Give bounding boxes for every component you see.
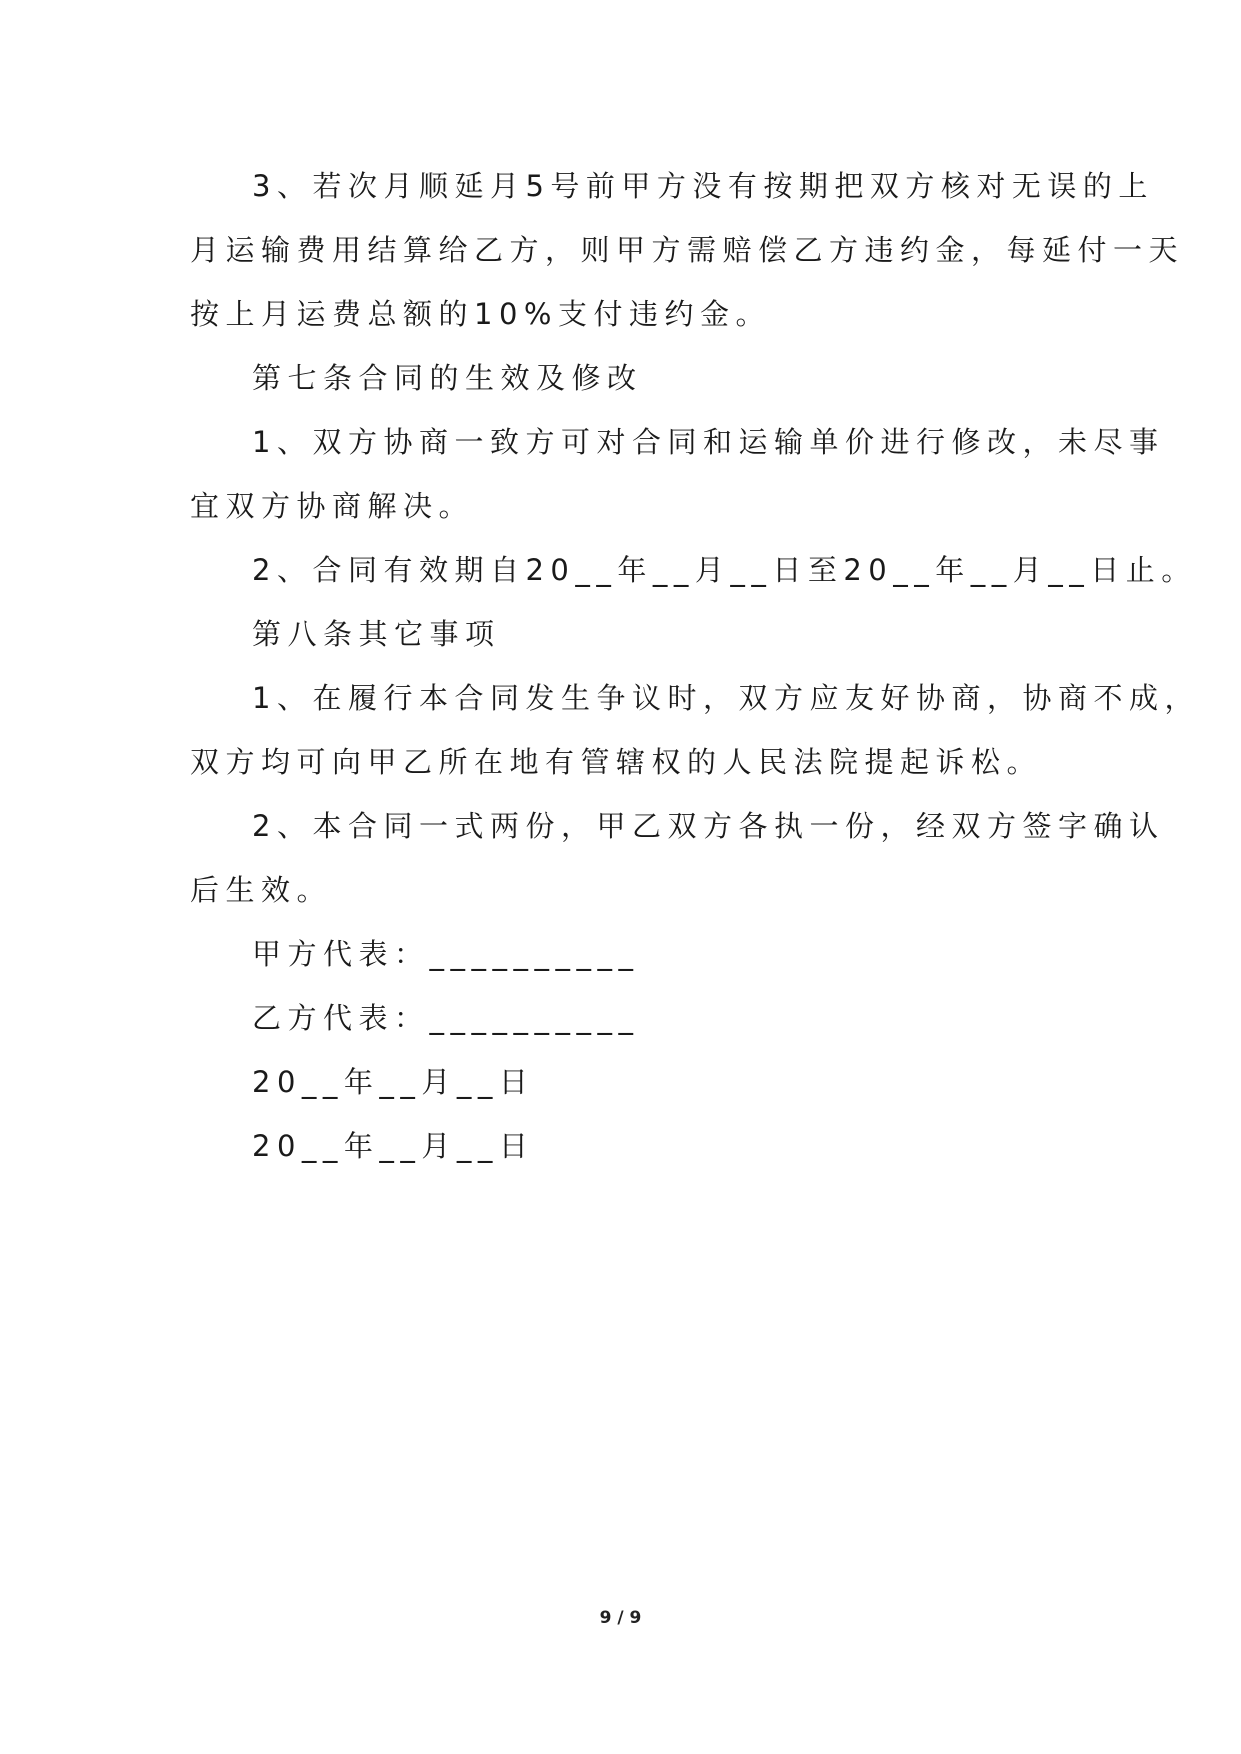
article-8-item-2-line-1: 2、本合同一式两份，甲乙双方各执一份，经双方签字确认 <box>252 809 1165 843</box>
article-7-item-2: 2、合同有效期自20__年__月__日至20__年__月__日止。 <box>252 553 1197 587</box>
clause-6-item-3-line-3: 按上月运费总额的10%支付违约金。 <box>190 297 771 331</box>
article-7-item-1-line-1: 1、双方协商一致方可对合同和运输单价进行修改，未尽事 <box>252 425 1165 459</box>
article-7-heading: 第七条合同的生效及修改 <box>252 361 643 395</box>
party-b-representative-line: 乙方代表：__________ <box>252 1001 640 1035</box>
article-7-item-1-line-2: 宜双方协商解决。 <box>190 489 475 523</box>
article-8-heading: 第八条其它事项 <box>252 617 501 651</box>
article-8-item-1-line-1: 1、在履行本合同发生争议时，双方应友好协商，协商不成， <box>252 681 1200 715</box>
clause-6-item-3-line-2: 月运输费用结算给乙方，则甲方需赔偿乙方违约金，每延付一天 <box>190 233 1185 267</box>
article-8-item-1-line-2: 双方均可向甲乙所在地有管辖权的人民法院提起诉松。 <box>190 745 1043 779</box>
page-number: 9 / 9 <box>599 1608 642 1628</box>
clause-6-item-3-line-1: 3、若次月顺延月5号前甲方没有按期把双方核对无误的上 <box>252 169 1154 203</box>
signing-date-line-2: 20__年__月__日 <box>252 1129 535 1163</box>
signing-date-line-1: 20__年__月__日 <box>252 1065 535 1099</box>
party-a-representative-line: 甲方代表：__________ <box>252 937 640 971</box>
article-8-item-2-line-2: 后生效。 <box>190 873 333 907</box>
